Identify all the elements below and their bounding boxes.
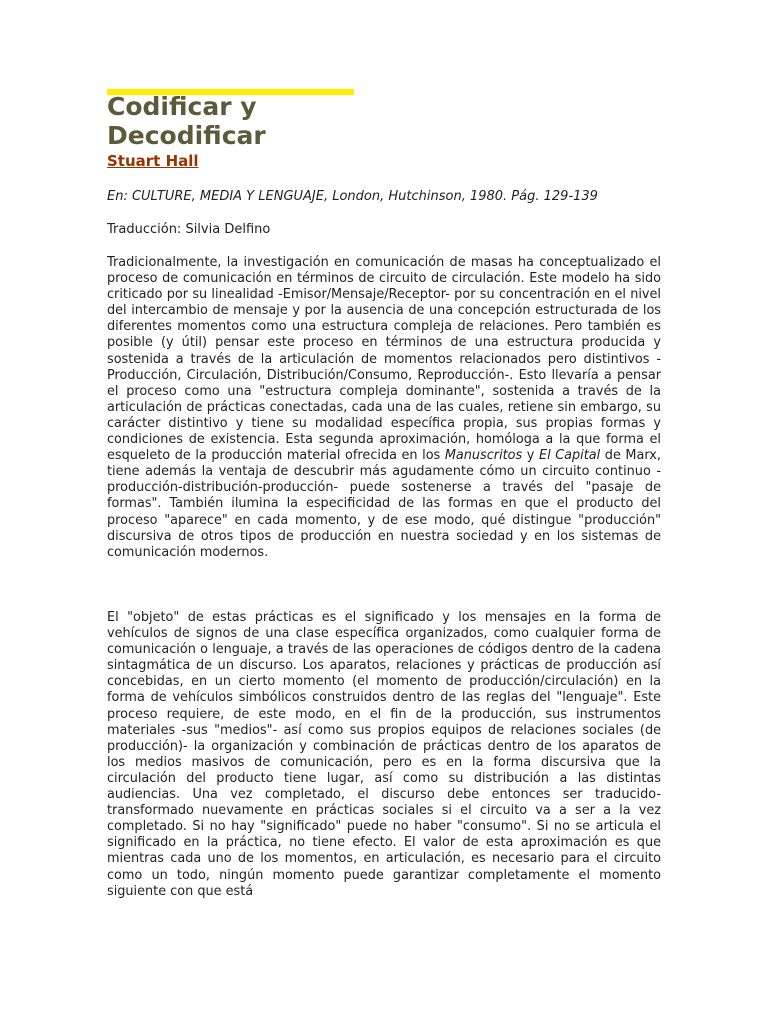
body-paragraph-1	[107, 255, 661, 595]
el-capital-italic: El Capital	[538, 448, 601, 464]
paragraph-1-text-b: y	[522, 448, 539, 464]
manuscritos-italic: Manuscritos	[444, 448, 523, 464]
body-paragraph-2: El "objeto" de estas prácticas es el significado y los mensajes en la forma de vehículos de signos de una clase específica organizados, como cualquier forma de comunicación o lenguaje, a través de las operaciones de códigos dentro de la cadena sintagmática de un discurso. Los aparatos, relaciones y prácticas de producción así concebidas, en un cierto momento (el momento de producción/circulación) en la forma de vehículos simbólicos construidos dentro de las reglas del "lenguaje". Este proceso requiere, de este modo, en el fin de la producción, sus instrumentos materiales -sus "medios"- así como sus propios equipos de relaciones sociales (de producción)- la organización y combinación de prácticas dentro de los aparatos de los medios masivos de comunicación, pero es en la forma discursiva que la circulación del producto tiene lugar, así como su distribución a las distintas audiencias. Una vez completado, el discurso debe entonces ser traducido-transformado nuevamente en prácticas sociales si el circuito va a ser a la vez completado. Si no hay "significado" puede no haber "consumo". Si no se articula el significado en la práctica, no tiene efecto. El valor de esta aproximación es que mientras cada uno de los momentos, en articulación, es necesario para el circuito como un todo, ningún momento puede garantizar completamente el momento siguiente con que está	[107, 610, 661, 899]
source-citation: En: CULTURE, MEDIA Y LENGUAJE, London, Hutchinson, 1980. Pág. 129-139	[107, 189, 598, 204]
article-title	[107, 92, 507, 150]
paragraph-1-text-c: de Marx, tiene además la ventaja de descubrir más agudamente cómo un circuito continuo -producción-distribución-producción- puede sostenerse a través del "pasaje de formas". También ilumina la especificidad de las formas en que el producto del proceso "aparece" en cada momento, y de ese modo, qué distingue "producción" discursiva de otros tipos de producción en nuestra sociedad y en los sistemas de comunicación modernos.	[107, 448, 661, 560]
translator-credit: Traducción: Silvia Delfino	[107, 222, 271, 237]
article-title-line-1: Codificar y	[107, 92, 257, 121]
paragraph-1-text-a: Tradicionalmente, la investigación en comunicación de masas ha conceptualizado el proceso de comunicación en términos de circuito de circulación. Este modelo ha sido criticado por su linealidad -Emisor/Mensaje/Receptor- por su concentración en el nivel del intercambio de mensaje y por la ausencia de una concepción estructurada de los diferentes momentos como una estructura compleja de relaciones. Pero también es posible (y útil) pensar este proceso en términos de una estructura producida y sostenida a través de la articulación de momentos relacionados pero distintivos -Producción, Circulación, Distribución/Consumo, Reproducción-. Esto llevaría a pensar el proceso como una "estructura compleja dominante", sostenida a través de la articulación de prácticas conectadas, cada una de las cuales, retiene sin embargo, su carácter distintivo y tiene su modalidad específica propia, sus propias formas y condiciones de existencia. Esta segunda aproximación, homóloga a la que forma el esqueleto de la producción material ofrecida en los	[107, 255, 661, 464]
author-link[interactable]: Stuart Hall	[107, 152, 199, 170]
article-title-line-2: Decodificar	[107, 121, 266, 150]
